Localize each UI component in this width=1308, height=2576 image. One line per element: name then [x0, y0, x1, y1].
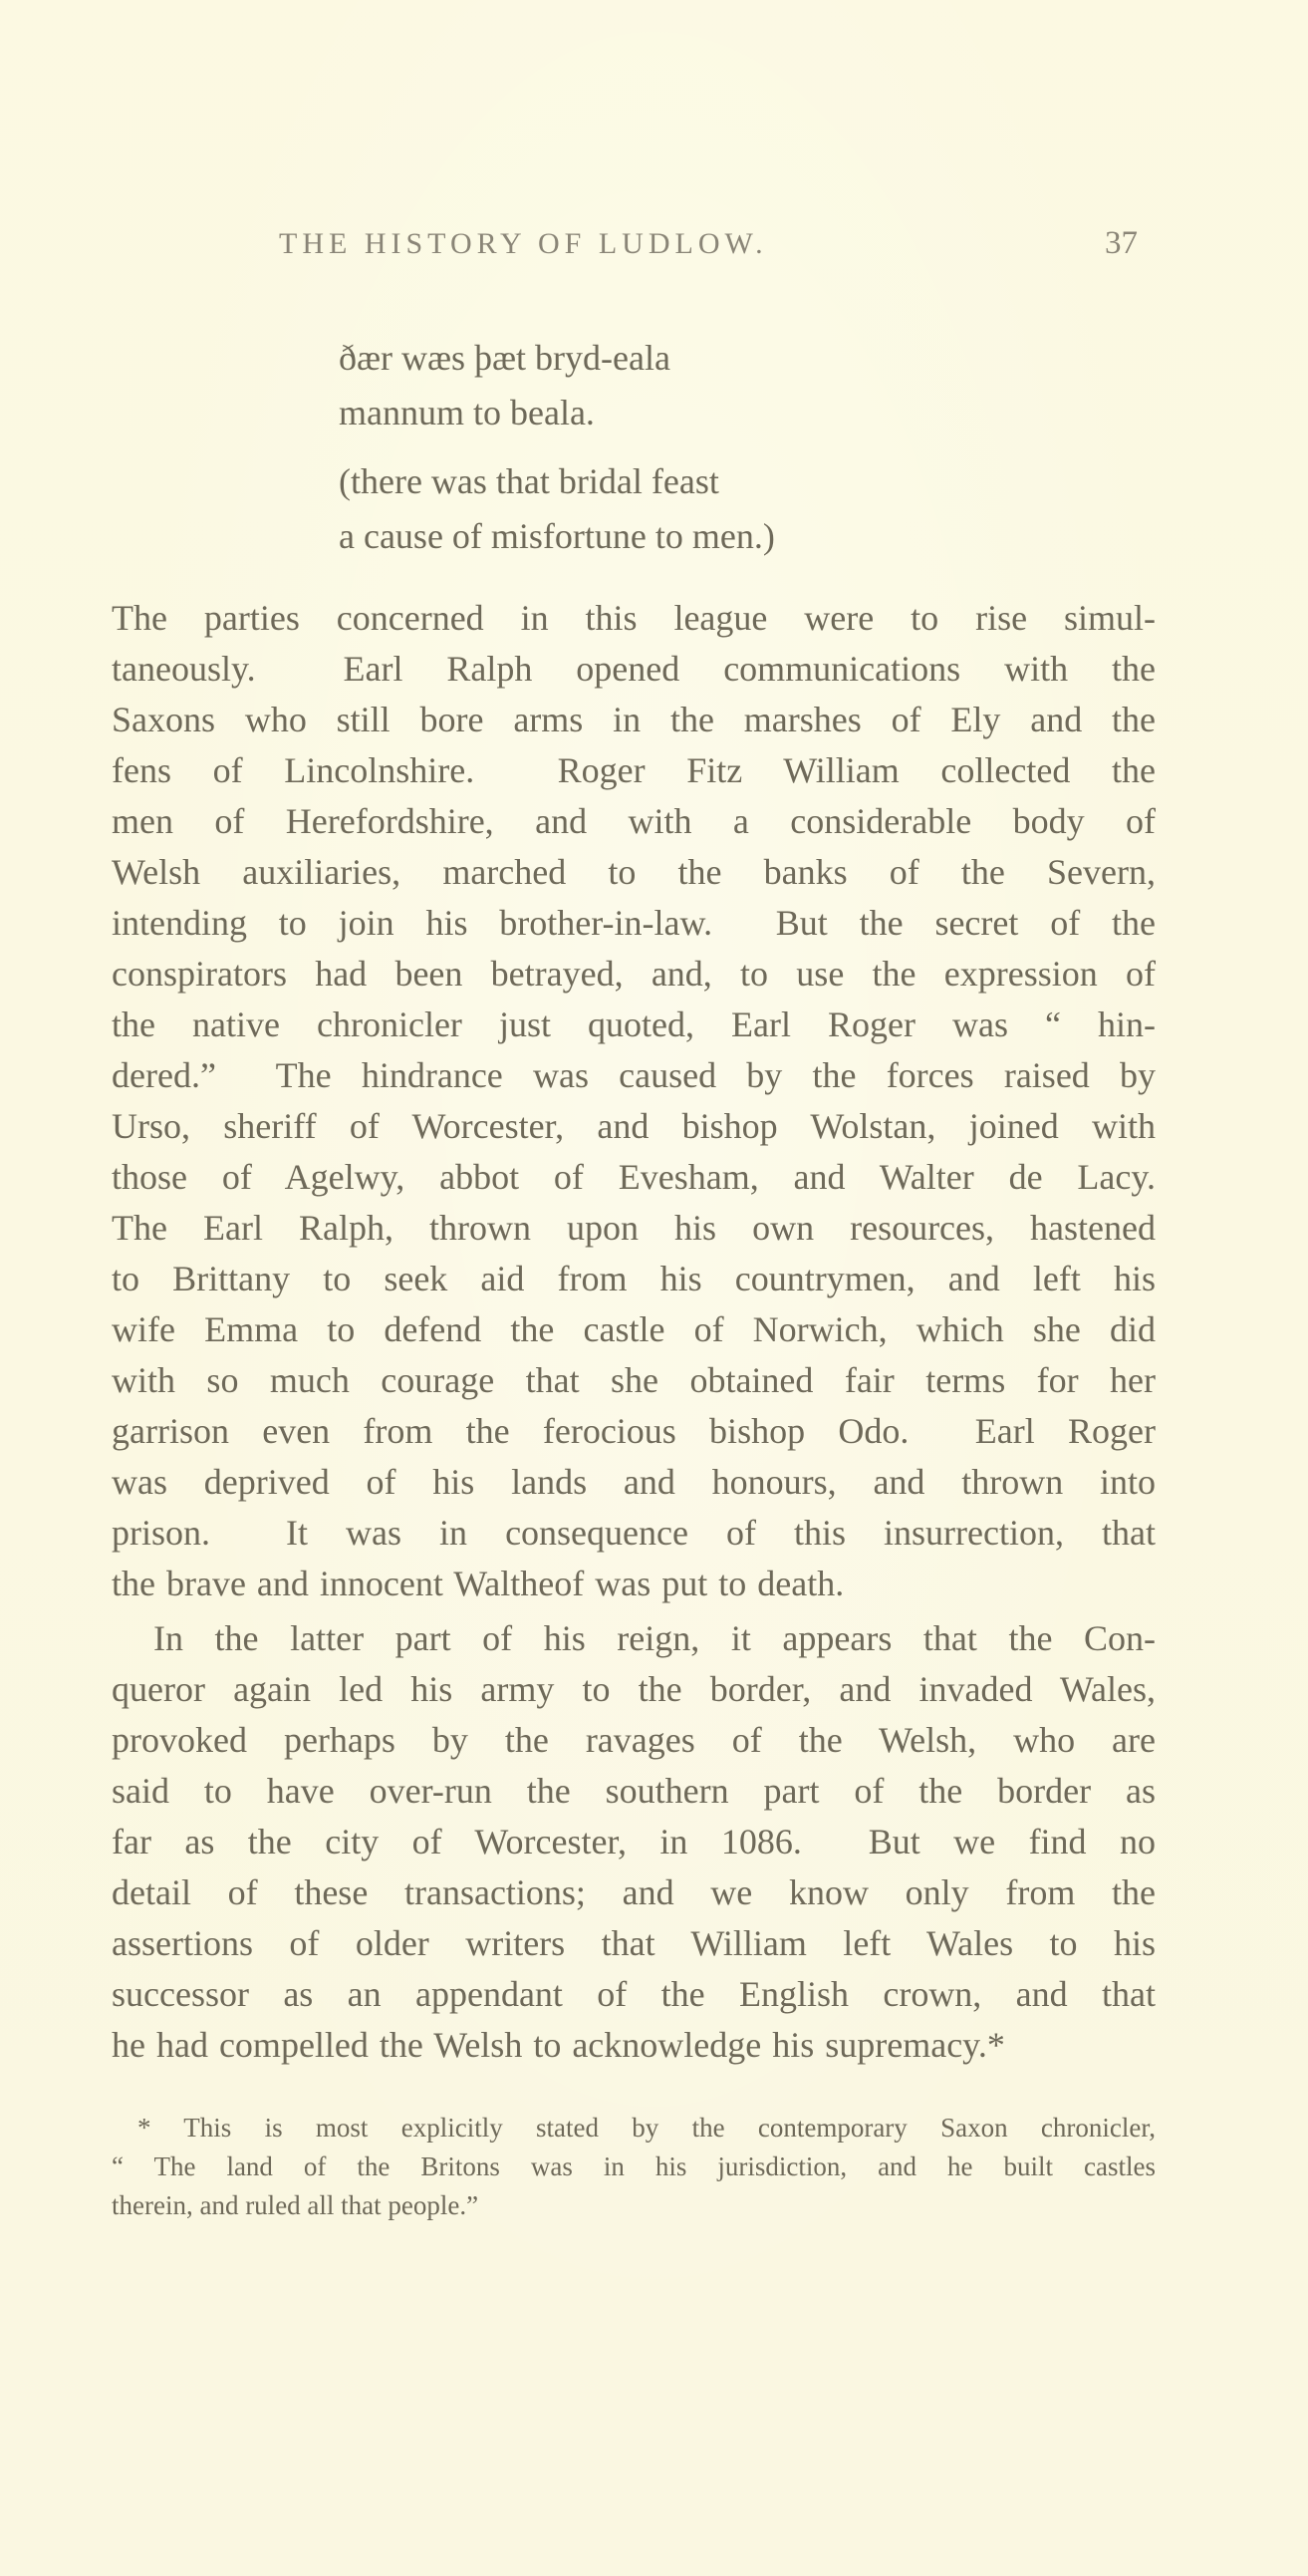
text-line: dered.” The hindrance was caused by the forces raised by: [112, 1055, 1156, 1095]
text-line: wife Emma to defend the castle of Norwich, which she did: [112, 1309, 1156, 1349]
text-line: successor as an appendant of the English crown, and that: [112, 1974, 1156, 2014]
verse-line: ðær wæs þæt bryd-eala: [339, 338, 670, 378]
text-line: prison. It was in consequence of this insurrection, that: [112, 1513, 1156, 1553]
verse-line: a cause of misfortune to men.): [339, 516, 775, 556]
text-line: Welsh auxiliaries, marched to the banks of the Severn,: [112, 852, 1156, 892]
footnote-line: therein, and ruled all that people.”: [112, 2190, 479, 2220]
text-line: Saxons who still bore arms in the marshes of Ely and the: [112, 700, 1156, 739]
verse-block: [339, 331, 775, 564]
running-head: [112, 227, 1156, 267]
text-line: In the latter part of his reign, it appears that the Con-: [153, 1618, 1156, 1658]
text-line: said to have over-run the southern part of the border as: [112, 1771, 1156, 1811]
text-line: the native chronicler just quoted, Earl Roger was “ hin-: [112, 1004, 1156, 1044]
text-line: The parties concerned in this league were to rise simul-: [112, 598, 1156, 638]
text-line: to Brittany to seek aid from his countrymen, and left his: [112, 1259, 1156, 1298]
text-line: he had compelled the Welsh to acknowledge his supremacy.*: [112, 2025, 1005, 2065]
text-block: [112, 593, 1156, 2225]
text-line: those of Agelwy, abbot of Evesham, and Walter de Lacy.: [112, 1157, 1156, 1197]
text-line: conspirators had been betrayed, and, to use the expression of: [112, 954, 1156, 994]
text-line: taneously. Earl Ralph opened communications with the: [112, 649, 1156, 689]
footnote-line: * This is most explicitly stated by the contemporary Saxon chronicler,: [137, 2113, 1156, 2143]
paragraph: [112, 593, 1156, 1609]
text-line: detail of these transactions; and we know only from the: [112, 1872, 1156, 1912]
text-line: The Earl Ralph, thrown upon his own resources, hastened: [112, 1208, 1156, 1248]
text-line: queror again led his army to the border, and invaded Wales,: [112, 1669, 1156, 1709]
text-line: Urso, sheriff of Worcester, and bishop Wolstan, joined with: [112, 1106, 1156, 1146]
footnote: [112, 2109, 1156, 2225]
text-line: provoked perhaps by the ravages of the Welsh, who are: [112, 1720, 1156, 1760]
text-line: far as the city of Worcester, in 1086. But we find no: [112, 1822, 1156, 1861]
text-line: with so much courage that she obtained fair terms for her: [112, 1360, 1156, 1400]
footnote-line: “ The land of the Britons was in his jurisdiction, and he built castles: [112, 2151, 1156, 2181]
text-line: garrison even from the ferocious bishop Odo. Earl Roger: [112, 1411, 1156, 1451]
text-line: was deprived of his lands and honours, and thrown into: [112, 1462, 1156, 1502]
page-title: THE HISTORY OF LUDLOW.: [279, 227, 768, 260]
verse-saxon: [339, 331, 775, 440]
verse-line: mannum to beala.: [339, 393, 595, 432]
text-line: men of Herefordshire, and with a considerable body of: [112, 801, 1156, 841]
text-line: assertions of older writers that William left Wales to his: [112, 1923, 1156, 1963]
text-line: fens of Lincolnshire. Roger Fitz William collected the: [112, 750, 1156, 790]
text-line: the brave and innocent Waltheof was put to death.: [112, 1564, 845, 1603]
paragraph: [112, 1613, 1156, 2071]
verse-translation: [339, 454, 775, 564]
verse-line: (there was that bridal feast: [339, 461, 719, 501]
text-line: intending to join his brother-in-law. But the secret of the: [112, 903, 1156, 943]
page-number: 37: [1105, 225, 1138, 261]
